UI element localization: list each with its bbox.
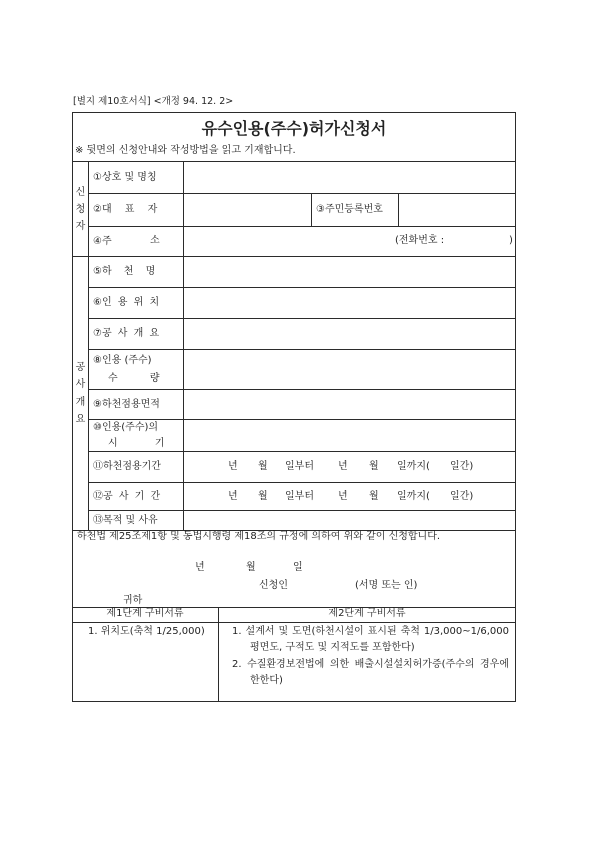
stage2-item-text: 설계서 및 도면(하천시설이 표시된 축척 1/3,000~1/6,000평면도, 구적도 및 지적도를 포함한다) — [245, 626, 509, 653]
period-days: 일간) — [450, 461, 474, 472]
recipient-suffix: 귀하 — [123, 595, 143, 606]
stage2-documents-title: 제2단계 구비서류 — [328, 608, 406, 619]
period-month: 월 — [258, 490, 268, 502]
table-rule — [72, 622, 516, 623]
stage2-document-item — [232, 624, 509, 656]
form-number-header: [별지 제10호서식] <개정 94. 12. 2> — [73, 96, 234, 107]
date-month: 월 — [246, 562, 256, 573]
construction-period-label: ⑫공 사 기 간 — [93, 490, 161, 502]
overview-section-char: 사 — [75, 379, 86, 390]
intake-location-field — [184, 288, 515, 318]
period-days: 일간) — [450, 490, 474, 502]
address-label-start: ④주 — [93, 235, 112, 247]
applicant-section-char: 신 — [75, 186, 86, 198]
instruction-note: ※ 뒷면의 신청안내와 작성방법을 읽고 기재합니다. — [75, 145, 296, 156]
period-year: 년 — [228, 490, 238, 502]
intake-quantity-label-line1: ⑧인용 (주수) — [93, 354, 152, 366]
period-month: 월 — [369, 461, 379, 472]
purpose-field — [184, 511, 515, 530]
stage1-item-number: 1. — [88, 626, 98, 637]
stage1-item-text: 위치도(축척 1/25,000) — [100, 626, 205, 637]
period-until: 일까지( — [397, 461, 430, 472]
phone-label-close: ) — [509, 235, 513, 246]
period-month: 월 — [369, 490, 379, 502]
overview-section-char: 공 — [75, 361, 86, 373]
period-year: 년 — [228, 461, 238, 472]
stage1-documents-title: 제1단계 구비서류 — [106, 608, 184, 619]
business-name-label: ①상호 및 명칭 — [93, 171, 157, 183]
form-title: 유수인용(주수)허가신청서 — [201, 119, 387, 138]
applicant-section-label — [73, 162, 88, 256]
river-name-label: ⑤하 천 명 — [93, 266, 156, 277]
table-rule — [218, 607, 219, 702]
period-from: 일부터 — [285, 490, 314, 502]
representative-label: ②대 표 자 — [93, 204, 158, 215]
construction-summary-label: ⑦공 사 개 요 — [93, 328, 160, 339]
river-name-field — [184, 257, 515, 287]
stage2-item-number: 2. — [232, 659, 242, 670]
period-year: 년 — [338, 490, 348, 502]
stage2-document-list — [232, 624, 509, 690]
period-year: 년 — [338, 461, 348, 472]
period-month: 월 — [258, 461, 268, 472]
stage2-item-text: 수질환경보전법에 의한 배출시설설치허가증(주수의 경우에 한한다) — [247, 659, 509, 686]
stage2-item-number: 1. — [232, 626, 242, 637]
overview-section-char: 요 — [75, 414, 86, 425]
applicant-section-char: 청 — [75, 203, 86, 215]
date-day: 일 — [293, 562, 303, 573]
purpose-label: ⑬목적 및 사유 — [93, 514, 158, 526]
construction-period-field — [184, 483, 515, 510]
address-field — [184, 227, 515, 256]
resident-number-field — [399, 194, 515, 226]
stage2-document-item — [232, 657, 509, 689]
signature-note: (서명 또는 인) — [355, 580, 418, 591]
intake-location-label: ⑥인 용 위 치 — [93, 297, 160, 308]
applicant-sign-label: 신청인 — [259, 580, 288, 591]
resident-number-label: ③주민등록번호 — [316, 204, 383, 215]
applicant-section-char: 자 — [75, 220, 86, 232]
overview-section-label — [73, 257, 88, 530]
intake-timing-label — [89, 420, 183, 451]
occupied-area-label: ⑨하천점용면적 — [93, 398, 160, 410]
occupancy-period-label: ⑪하천점용기간 — [93, 461, 161, 472]
phone-label: (전화번호 : — [395, 235, 445, 246]
intake-quantity-field — [184, 350, 515, 389]
address-label — [89, 227, 183, 256]
representative-field — [184, 194, 311, 226]
address-label-end: 소 — [150, 235, 160, 246]
period-until: 일까지( — [397, 490, 430, 502]
business-name-field — [184, 162, 515, 193]
intake-timing-field — [184, 420, 515, 451]
overview-section-char: 개 — [75, 396, 86, 408]
intake-timing-label-line1: ⑩인용(주수)의 — [93, 421, 159, 433]
date-year: 년 — [195, 562, 205, 573]
construction-summary-field — [184, 319, 515, 349]
period-from: 일부터 — [285, 461, 314, 472]
occupancy-period-field — [184, 452, 515, 482]
declaration-statement: 하천법 제25조제1항 및 동법시행령 제18조의 규정에 의하여 위와 같이 신청합니다. — [77, 531, 441, 542]
intake-quantity-label-line2: 수 량 — [108, 372, 160, 384]
intake-timing-label-line2: 시 기 — [108, 437, 165, 449]
stage1-document-item — [88, 626, 205, 638]
occupied-area-field — [184, 390, 515, 419]
intake-quantity-label — [89, 350, 183, 389]
